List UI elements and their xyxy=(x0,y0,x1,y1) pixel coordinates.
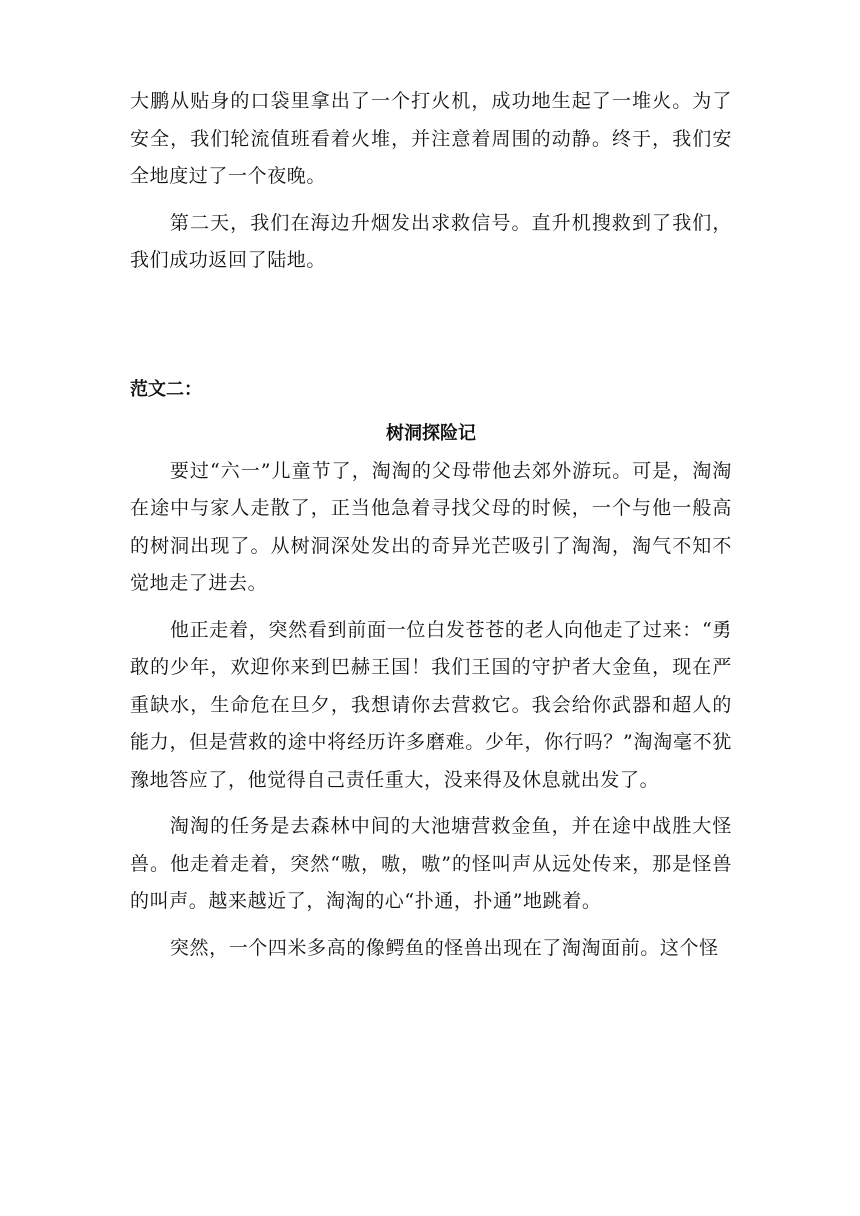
essay-paragraph-2: 他正走着，突然看到前面一位白发苍苍的老人向他走了过来：“勇敢的少年，欢迎你来到巴赫王国！我们王国的守护者大金鱼，现在严重缺水，生命危在旦夕，我想请你去营救它。我会给你武器和超人的能力，但是营救的途中将经历许多磨难。少年，你行吗？”淘淘毫不犹豫地答应了，他觉得自己责任重大，没来得及休息就出发了。 xyxy=(130,618,732,791)
paragraph-continued: 大鹏从贴身的口袋里拿出了一个打火机，成功地生起了一堆火。为了安全，我们轮流值班看着火堆，并注意着周围的动静。终于，我们安全地度过了一个夜晚。 xyxy=(130,90,732,187)
paragraph-rescue: 第二天，我们在海边升烟发出求救信号。直升机搜救到了我们，我们成功返回了陆地。 xyxy=(130,211,732,271)
document-body xyxy=(130,83,732,967)
essay-paragraph-4: 突然，一个四米多高的像鳄鱼的怪兽出现在了淘淘面前。这个怪 xyxy=(169,936,719,959)
essay-paragraph-3: 淘淘的任务是去森林中间的大池塘营救金鱼，并在途中战胜大怪兽。他走着走着，突然“嗷，嗷，嗷”的怪叫声从远处传来，那是怪兽的叫声。越来越近了，淘淘的心“扑通，扑通”地跳着。 xyxy=(130,815,732,912)
essay-title: 树洞探险记 xyxy=(386,422,476,444)
section-label: 范文二： xyxy=(130,378,202,400)
essay-paragraph-1: 要过“六一”儿童节了，淘淘的父母带他去郊外游玩。可是，淘淘在途中与家人走散了，正当他急着寻找父母的时候，一个与他一般高的树洞出现了。从树洞深处发出的奇异光芒吸引了淘淘，淘气不知不觉地走了进去。 xyxy=(130,459,732,594)
